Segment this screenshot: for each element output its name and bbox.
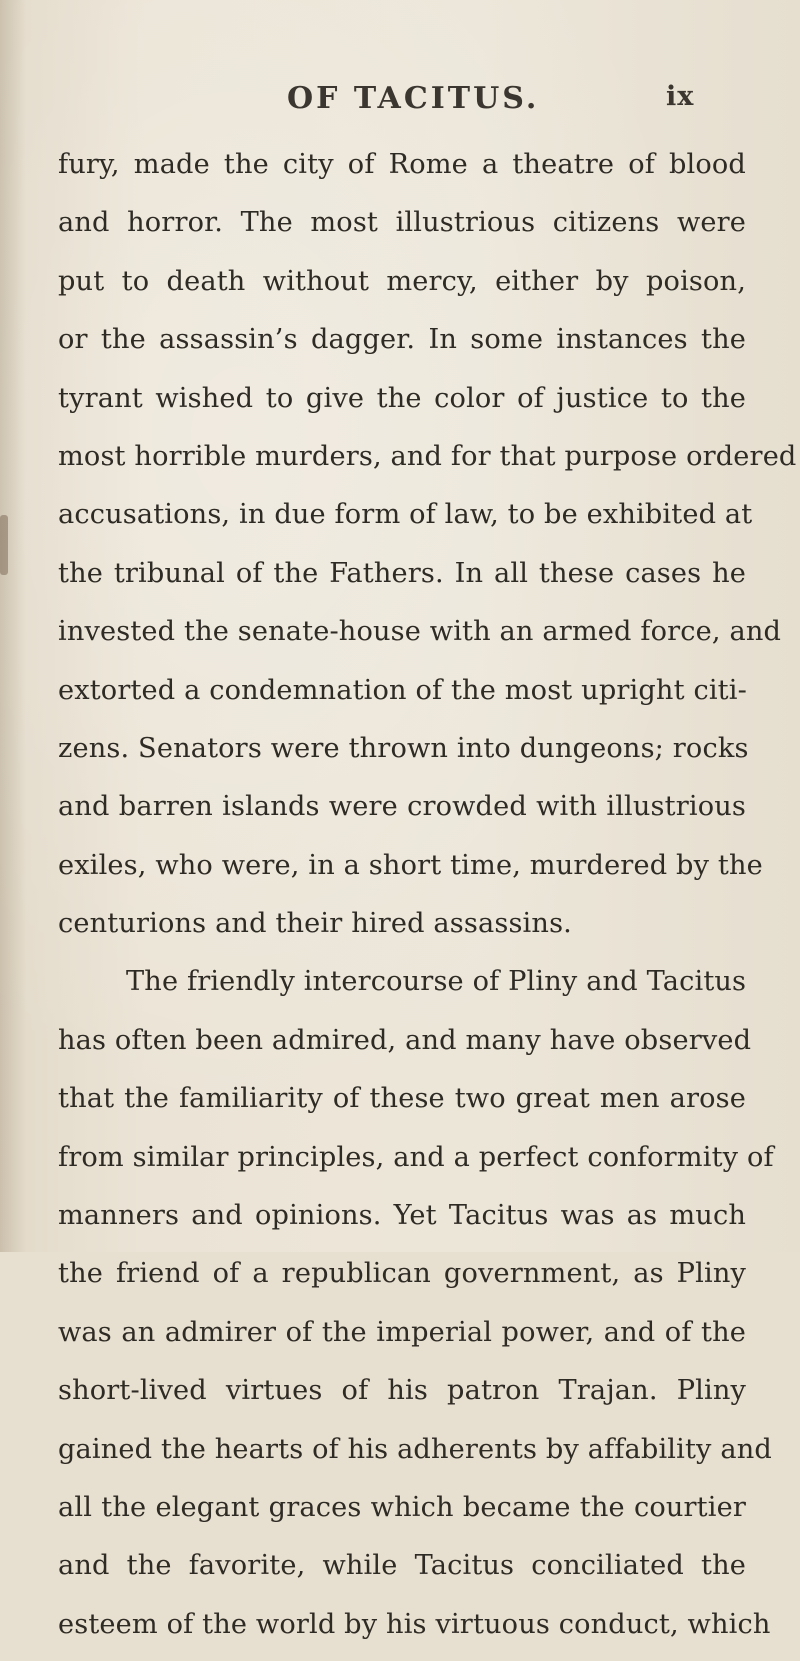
- text-line: or the assassin’s dagger. In some instances the: [58, 324, 746, 356]
- text-line: invested the senate-house with an armed force, and: [58, 616, 782, 648]
- paragraph-start-line: The friendly intercourse of Pliny and Tacitus: [126, 966, 747, 998]
- text-line: fury, made the city of Rome a theatre of blood: [58, 149, 746, 180]
- text-line: put to death without mercy, either by poison,: [58, 265, 746, 297]
- text-line: and barren islands were crowded with illustrious: [58, 791, 746, 823]
- text-line: gained the hearts of his adherents by affability and: [58, 1433, 772, 1465]
- page-header: [0, 81, 800, 121]
- running-title: OF TACITUS.: [287, 81, 540, 116]
- text-line: from similar principles, and a perfect conformity of: [58, 1141, 774, 1173]
- text-line: extorted a condemnation of the most upright citi-: [58, 674, 747, 706]
- text-line: most horrible murders, and for that purpose ordered: [58, 440, 797, 472]
- text-line: has often been admired, and many have observed: [58, 1024, 752, 1056]
- edge-mark: [0, 515, 8, 575]
- text-line: zens. Senators were thrown into dungeons; rocks: [58, 732, 749, 764]
- page-number: ix: [666, 81, 695, 112]
- text-line: was an admirer of the imperial power, and of the: [58, 1316, 746, 1348]
- paragraph-end-line: centurions and their hired assassins.: [58, 908, 572, 940]
- text-line: esteem of the world by his virtuous conduct, which: [58, 1608, 771, 1640]
- text-line: exiles, who were, in a short time, murdered by the: [58, 849, 763, 881]
- text-line: the tribunal of the Fathers. In all these cases he: [58, 557, 746, 589]
- text-line: that the familiarity of these two great men arose: [58, 1083, 746, 1115]
- text-line: and the favorite, while Tacitus conciliated the: [58, 1550, 746, 1582]
- text-line: all the elegant graces which became the courtier: [58, 1491, 746, 1523]
- gutter-shadow: [0, 0, 26, 1252]
- body-text: [58, 143, 797, 1661]
- text-line: tyrant wished to give the color of justice to the: [58, 382, 746, 414]
- text-line: manners and opinions. Yet Tacitus was as much: [58, 1200, 746, 1232]
- text-line: accusations, in due form of law, to be exhibited at: [58, 499, 753, 531]
- text-line: and horror. The most illustrious citizens were: [58, 207, 746, 239]
- text-line: the friend of a republican government, as Pliny: [58, 1258, 746, 1290]
- text-line: short-lived virtues of his patron Trajan. Pliny: [58, 1375, 746, 1407]
